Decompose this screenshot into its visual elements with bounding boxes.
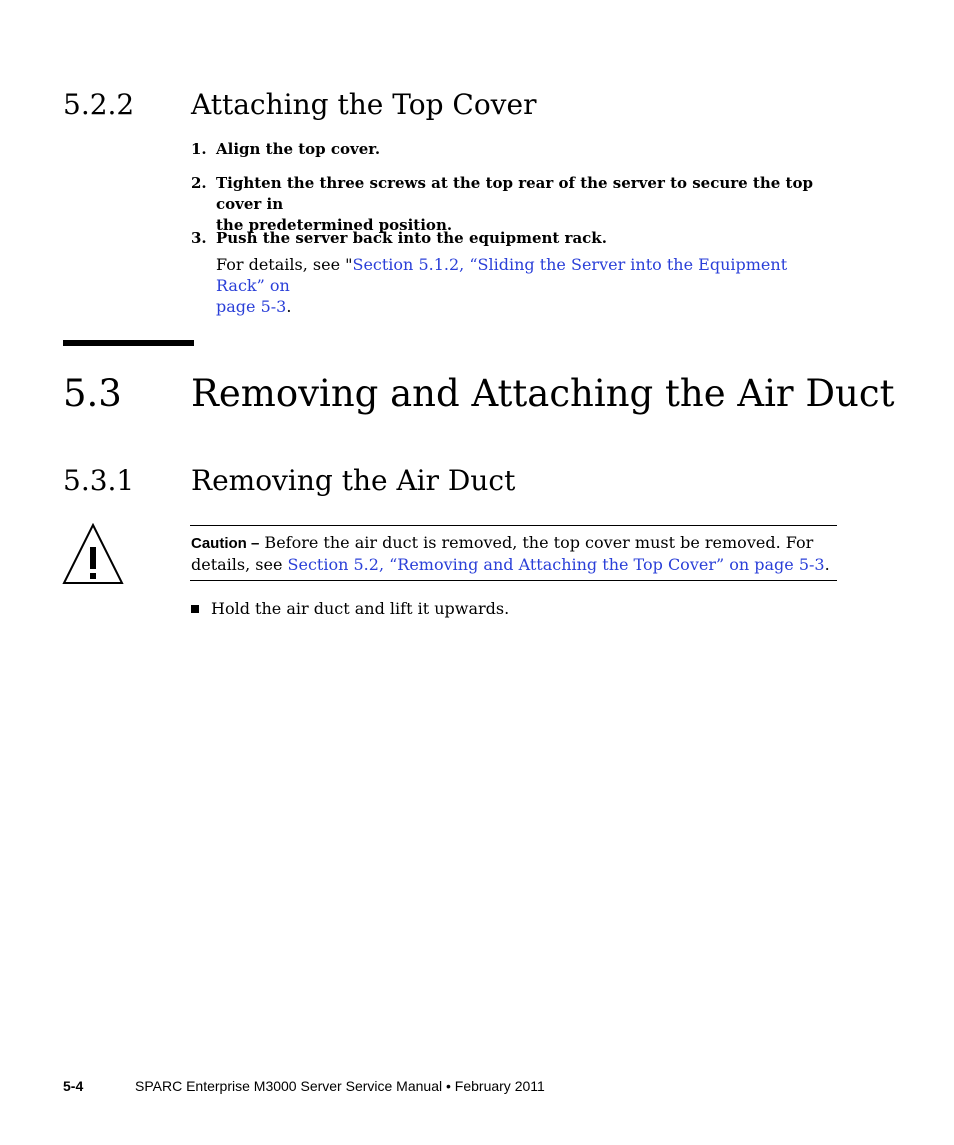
section-number-5-2-2: 5.2.2 [63,88,135,121]
section-title-attaching-top-cover: Attaching the Top Cover [191,88,537,121]
warning-triangle-icon [62,523,124,589]
step-text: Push the server back into the equipment rack. [216,229,607,247]
bullet-square-icon [191,605,199,613]
caution-line-2-prefix: details, see [191,555,288,574]
footer-title [135,1078,545,1094]
step-number: 3. [191,229,207,247]
details-prefix: For details, see " [216,255,353,274]
section-5-2-link[interactable]: Section 5.2, “Removing and Attaching the Top Cover” on page 5-3 [287,555,825,574]
caution-label: Caution – [191,535,260,552]
section-title-removing-air-duct: Removing the Air Duct [191,464,516,497]
footer-date: February 2011 [454,1078,545,1094]
caution-suffix: . [824,555,830,574]
section-5-1-2-link-line-2: page 5-3 [216,297,287,316]
chapter-section-rule [63,340,194,346]
section-5-1-2-link-line-1: Section 5.1.2, “Sliding the Server into the Equipment Rack” on [216,255,788,295]
section-title-air-duct: Removing and Attaching the Air Duct [191,372,895,415]
step-2 [191,173,813,234]
caution-bottom-rule [190,580,837,581]
step-text: Align the top cover. [216,140,381,158]
footer-manual-title: SPARC Enterprise M3000 Server Service Manual [135,1078,443,1094]
bullet-item [191,598,509,619]
details-suffix: . [286,297,292,316]
step-number: 1. [191,140,207,158]
step-text [216,173,836,236]
section-number-5-3-1: 5.3.1 [63,464,135,497]
caution-note [191,532,837,575]
footer-page-number: 5-4 [63,1078,84,1094]
details-paragraph [216,254,836,317]
step-3 [191,228,607,249]
step-text-line-2: the predetermined position. [216,216,453,234]
caution-line-1: Before the air duct is removed, the top cover must be removed. For [259,533,814,552]
section-number-5-3: 5.3 [63,372,122,415]
step-text-line-1: Tighten the three screws at the top rear of the server to secure the top cover in [216,174,813,213]
step-1 [191,139,381,160]
bullet-text: Hold the air duct and lift it upwards. [211,599,510,618]
footer-separator: • [445,1078,451,1094]
step-number: 2. [191,174,207,192]
caution-top-rule [190,525,837,526]
